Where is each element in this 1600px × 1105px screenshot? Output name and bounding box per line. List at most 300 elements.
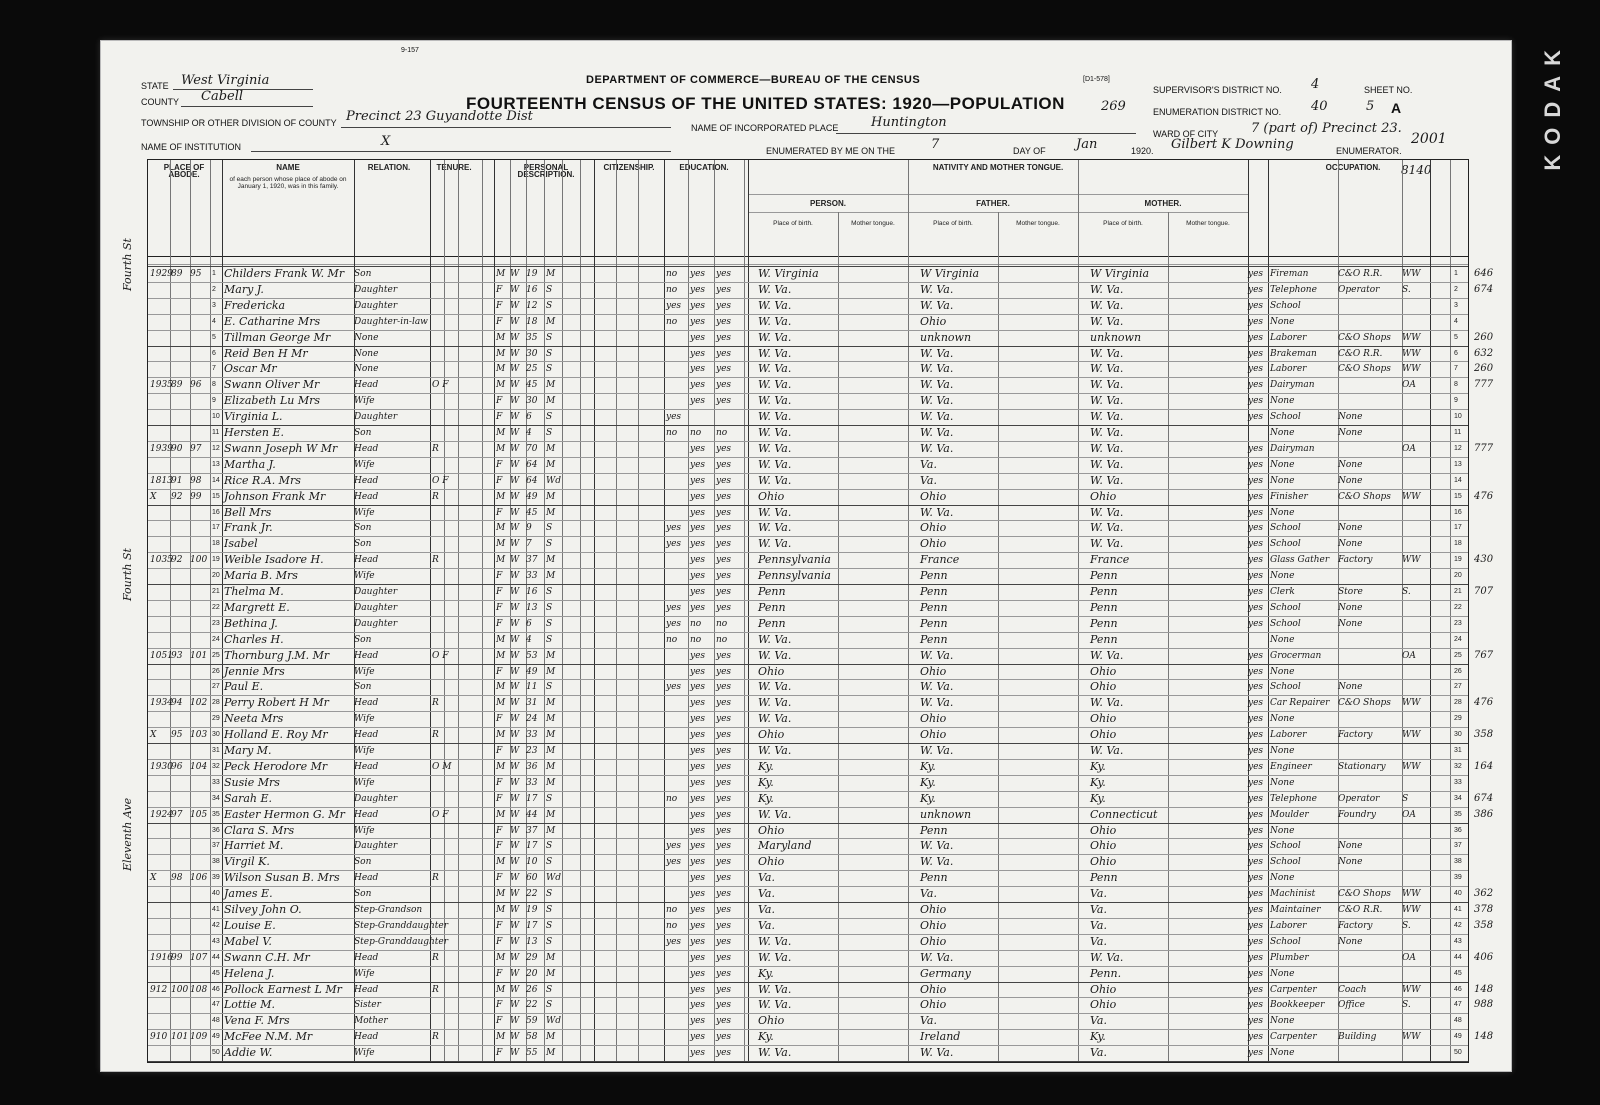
cell-ms: S — [546, 634, 553, 645]
row-number: 12 — [1454, 444, 1462, 452]
cell-age: 9 — [526, 523, 532, 534]
cell-pob: W. Va. — [758, 410, 792, 424]
cell-rel: Head — [354, 1032, 379, 1043]
cell-rd: yes — [690, 348, 706, 359]
cell-pob: W. Virginia — [758, 267, 819, 280]
cell-race: W — [510, 475, 520, 486]
cell-occ: None — [1270, 316, 1295, 327]
cell-tenure: O F — [432, 380, 449, 391]
occupation-code: 386 — [1474, 808, 1494, 820]
row-number: 40 — [1454, 890, 1462, 898]
supervisor-label: SUPERVISOR'S DISTRICT NO. — [1153, 85, 1282, 95]
cell-pob: W. Va. — [758, 282, 792, 296]
row-number: 40 — [212, 890, 220, 898]
cell-mpob: Ky. — [1090, 1030, 1106, 1044]
cell-rd: yes — [690, 841, 706, 852]
cell-age: 70 — [526, 443, 538, 454]
cell-name: Pollock Earnest L Mr — [224, 982, 342, 996]
enumeration-label: ENUMERATION DISTRICT NO. — [1153, 107, 1282, 117]
sheet-label: SHEET NO. — [1364, 85, 1413, 95]
row-number: 2 — [212, 285, 216, 293]
row-number: 46 — [1454, 985, 1462, 993]
cell-fpob: W. Va. — [920, 855, 954, 869]
occupation-code: 406 — [1474, 951, 1494, 963]
cell-dw: 912 — [150, 984, 168, 995]
census-title: FOURTEENTH CENSUS OF THE UNITED STATES: 1920—POPULATION — [466, 94, 1065, 113]
col-father-pob: Place of birth. — [933, 220, 973, 227]
cell-pob: W. Va. — [758, 696, 792, 710]
occupation-code: 674 — [1474, 283, 1494, 295]
row-number: 24 — [1454, 635, 1462, 643]
cell-fpob: Ohio — [920, 537, 947, 551]
cell-ms: M — [546, 698, 556, 709]
cell-sex: M — [496, 523, 506, 534]
cell-occ: None — [1270, 396, 1295, 407]
cell-cls: WW — [1402, 761, 1421, 772]
cell-wr: yes — [716, 380, 732, 391]
cell-fpob: Ireland — [920, 1030, 961, 1044]
row-number: 3 — [212, 301, 216, 309]
cell-wr: yes — [716, 491, 732, 502]
cell-race: W — [510, 555, 520, 566]
cell-mpob: Va. — [1090, 1046, 1107, 1060]
cell-eng: yes — [1248, 777, 1264, 788]
cell-wr: no — [716, 428, 728, 438]
occupation-code: 476 — [1474, 490, 1494, 502]
row-number: 14 — [1454, 476, 1462, 484]
cell-name: Charles H. — [224, 632, 284, 646]
cell-rd: yes — [690, 825, 706, 836]
cell-ms: M — [546, 380, 556, 391]
cell-name: Martha J. — [224, 457, 276, 471]
row-number: 32 — [1454, 762, 1462, 770]
cell-ms: S — [546, 523, 553, 534]
cell-fpob: Penn — [920, 569, 948, 583]
row-number: 38 — [1454, 858, 1462, 866]
cell-name: Margrett E. — [224, 600, 290, 614]
cell-age: 7 — [526, 539, 532, 550]
row-number: 28 — [1454, 699, 1462, 707]
cell-ms: S — [546, 841, 553, 852]
cell-pob: Pennsylvania — [758, 553, 831, 567]
cell-race: W — [510, 793, 520, 804]
cell-sch: yes — [666, 618, 682, 629]
cell-wr: yes — [716, 857, 732, 868]
cell-mpob: Va. — [1090, 934, 1107, 948]
cell-rel: Daughter — [354, 618, 398, 629]
cell-sch: no — [666, 284, 678, 295]
row-number: 42 — [212, 921, 220, 929]
cell-mpob: unknown — [1090, 330, 1142, 344]
cell-tenure: R — [432, 1032, 439, 1043]
cell-rd: yes — [690, 1048, 706, 1059]
row-number: 5 — [1454, 333, 1458, 341]
occupation-code: 476 — [1474, 697, 1494, 709]
cell-race: W — [510, 984, 520, 995]
cell-wr: yes — [716, 269, 732, 279]
cell-mpob: W. Va. — [1090, 473, 1124, 487]
cell-sex: M — [496, 348, 506, 359]
row-number: 44 — [212, 953, 220, 961]
cell-fpob: Va. — [920, 1014, 937, 1028]
cell-mpob: Ohio — [1090, 839, 1117, 853]
cell-ms: M — [546, 269, 556, 279]
cell-rel: Head — [354, 730, 379, 741]
col-nativity: NATIVITY AND MOTHER TONGUE. — [932, 163, 1064, 172]
state-label: STATE — [141, 81, 169, 91]
row-number: 10 — [212, 413, 220, 421]
cell-eng: yes — [1248, 491, 1264, 502]
row-number: 39 — [1454, 874, 1462, 882]
cell-ms: S — [546, 936, 553, 947]
cell-sex: F — [496, 714, 503, 725]
cell-fpob: France — [920, 553, 960, 567]
enumerated-day: 7 — [931, 137, 940, 152]
cell-pob: Penn — [758, 616, 786, 630]
occupation-code: 674 — [1474, 792, 1494, 804]
cell-name: Peck Herodore Mr — [224, 759, 328, 773]
row-number: 29 — [212, 715, 220, 723]
kodak-mark: KODAK — [1540, 40, 1565, 171]
cell-ind: Building — [1338, 1032, 1377, 1043]
cell-fpob: Ohio — [920, 728, 947, 742]
cell-ind: C&O Shops — [1338, 491, 1391, 502]
cell-sex: M — [496, 905, 506, 915]
cell-mpob: Va. — [1090, 887, 1107, 901]
cell-tenure: R — [432, 730, 439, 741]
cell-occ: Brakeman — [1270, 348, 1317, 359]
cell-age: 59 — [526, 1016, 538, 1027]
cell-mpob: W. Va. — [1090, 346, 1124, 360]
cell-cls: OA — [1402, 380, 1416, 391]
row-number: 36 — [212, 826, 220, 834]
cell-cls: WW — [1402, 348, 1421, 359]
cell-pob: Ohio — [758, 1014, 785, 1028]
cell-age: 64 — [526, 475, 538, 486]
cell-name: Silvey John O. — [224, 903, 302, 916]
cell-occ: School — [1270, 841, 1301, 852]
row-number: 27 — [212, 683, 220, 691]
cell-rel: Head — [354, 650, 379, 661]
cell-occ: None — [1270, 428, 1295, 438]
cell-dw: 1930 — [150, 761, 173, 772]
col-personal: PERSONAL DESCRIPTION. — [517, 163, 575, 179]
institution-label: NAME OF INSTITUTION — [141, 142, 241, 152]
cell-ms: M — [546, 555, 556, 566]
cell-name: Frank Jr. — [224, 521, 273, 535]
cell-rel: Wife — [354, 746, 375, 756]
cell-sex: M — [496, 443, 506, 454]
row-number: 31 — [212, 747, 220, 754]
cell-sex: M — [496, 634, 506, 645]
cell-sex: M — [496, 428, 506, 438]
cell-fpob: Ohio — [920, 998, 947, 1012]
cell-ms: S — [546, 412, 553, 423]
cell-fam: 92 — [171, 491, 183, 502]
cell-sex: M — [496, 539, 506, 550]
row-number: 1 — [1454, 270, 1458, 277]
supervisor-value: 4 — [1311, 77, 1320, 92]
cell-age: 24 — [526, 714, 538, 725]
col-mother-pob: Place of birth. — [1103, 220, 1143, 227]
cell-name: Swann Joseph W Mr — [224, 441, 338, 455]
cell-mpob: Penn — [1090, 569, 1118, 583]
cell-ind: Office — [1338, 1000, 1365, 1011]
col-person-tongue: Mother tongue. — [851, 220, 895, 227]
cell-mpob: France — [1090, 553, 1130, 567]
row-number: 30 — [212, 731, 220, 739]
cell-ms: M — [546, 809, 556, 820]
cell-wr: yes — [716, 571, 732, 582]
cell-cls: OA — [1402, 443, 1416, 454]
cell-rd: yes — [690, 905, 706, 915]
cell-fpob: Ohio — [920, 664, 947, 678]
cell-sch: yes — [666, 539, 682, 550]
cell-wr: yes — [716, 316, 732, 327]
cell-name: Paul E. — [224, 680, 264, 694]
row-number: 48 — [212, 1017, 220, 1025]
incorporated-value: Huntington — [871, 115, 947, 130]
cell-ms: M — [546, 650, 556, 661]
cell-occ: None — [1270, 825, 1295, 836]
cell-name: Maria B. Mrs — [224, 569, 298, 583]
cell-eng: yes — [1248, 761, 1264, 772]
cell-wr: yes — [716, 539, 732, 550]
cell-occ: School — [1270, 602, 1301, 613]
cell-fpob: W. Va. — [920, 298, 954, 312]
cell-sex: M — [496, 761, 506, 772]
cell-fpob: W. Va. — [920, 505, 954, 519]
cell-race: W — [510, 634, 520, 645]
row-number: 21 — [212, 588, 220, 595]
cell-rd: yes — [690, 316, 706, 327]
cell-occ: Engineer — [1270, 761, 1312, 772]
cell-eng: yes — [1248, 793, 1264, 804]
cell-name: Isabel — [224, 537, 258, 551]
cell-rel: Head — [354, 380, 379, 391]
cell-pob: W. Va. — [758, 632, 792, 646]
cell-fpob: W. Va. — [920, 346, 954, 360]
cell-race: W — [510, 968, 520, 979]
row-number: 9 — [1454, 397, 1458, 405]
cell-occ: School — [1270, 539, 1301, 550]
cell-mpob: Ky. — [1090, 775, 1106, 789]
cell-ms: S — [546, 602, 553, 613]
cell-age: 4 — [526, 634, 532, 645]
cell-rd: yes — [690, 682, 706, 693]
cell-name: Perry Robert H Mr — [224, 696, 329, 710]
cell-race: W — [510, 443, 520, 454]
cell-age: 58 — [526, 1032, 538, 1043]
cell-occ: Dairyman — [1270, 380, 1315, 391]
cell-fpob: Ohio — [920, 521, 947, 535]
cell-pob: W. Va. — [758, 712, 792, 726]
cell-rel: Head — [354, 761, 379, 772]
enumerator-name: Gilbert K Downing — [1171, 137, 1294, 152]
cell-cls: WW — [1402, 889, 1421, 900]
cell-wr: yes — [716, 809, 732, 820]
cell-sch: no — [666, 428, 678, 438]
cell-mpob: Va. — [1090, 903, 1107, 916]
cell-eng: yes — [1248, 396, 1264, 407]
cell-cls: WW — [1402, 269, 1421, 279]
cell-fam: 92 — [171, 555, 183, 566]
cell-rd: yes — [690, 730, 706, 741]
cell-tenure: R — [432, 952, 439, 963]
cell-sch: yes — [666, 602, 682, 613]
cell-tenure: R — [432, 555, 439, 566]
row-number: 29 — [1454, 715, 1462, 723]
cell-fpob: Va. — [920, 457, 937, 471]
cell-wr: yes — [716, 364, 732, 375]
cell-cls: WW — [1402, 730, 1421, 741]
cell-race: W — [510, 587, 520, 597]
occupation-code: 362 — [1474, 888, 1494, 900]
row-number: 9 — [212, 397, 216, 405]
cell-wr: yes — [716, 650, 732, 661]
cell-rel: Son — [354, 889, 372, 900]
row-number: 26 — [1454, 667, 1462, 675]
cell-ms: Wd — [546, 475, 562, 486]
cell-fam: 96 — [171, 761, 183, 772]
row-number: 35 — [1454, 810, 1462, 818]
cell-occ: None — [1270, 1048, 1295, 1059]
cell-mpob: W. Va. — [1090, 394, 1124, 408]
cell-wr: yes — [716, 793, 732, 804]
cell-occ: Fireman — [1270, 269, 1309, 279]
cell-occ: None — [1270, 873, 1295, 884]
cell-race: W — [510, 459, 520, 470]
cell-ind: None — [1338, 523, 1363, 534]
cell-cls: WW — [1402, 555, 1421, 566]
cell-rd: yes — [690, 300, 706, 311]
cell-age: 37 — [526, 555, 538, 566]
cell-ms: M — [546, 1032, 556, 1043]
row-number: 18 — [212, 540, 220, 548]
cell-rel: Step-Granddaughter — [354, 920, 449, 931]
cell-rd: yes — [690, 698, 706, 709]
cell-race: W — [510, 428, 520, 438]
day-of-label: DAY OF — [1013, 146, 1046, 156]
cell-mpob: W. Va. — [1090, 426, 1124, 439]
cell-wr: yes — [716, 284, 732, 295]
cell-ms: S — [546, 332, 553, 343]
cell-no: 96 — [190, 380, 202, 391]
cell-race: W — [510, 539, 520, 550]
cell-cls: OA — [1402, 952, 1416, 963]
cell-name: Holland E. Roy Mr — [224, 728, 328, 742]
row-number: 49 — [212, 1033, 220, 1041]
cell-age: 29 — [526, 952, 538, 963]
cell-ind: C&O Shops — [1338, 889, 1391, 900]
cell-ms: S — [546, 300, 553, 311]
cell-fam: 89 — [171, 380, 183, 391]
cell-rd: yes — [690, 396, 706, 407]
cell-fpob: W. Va. — [920, 441, 954, 455]
cell-mpob: Ohio — [1090, 712, 1117, 726]
cell-ind: None — [1338, 459, 1363, 470]
cell-race: W — [510, 682, 520, 693]
cell-occ: None — [1270, 459, 1295, 470]
cell-pob: W. Va. — [758, 394, 792, 408]
cell-occ: Glass Gather — [1270, 555, 1330, 566]
cell-age: 17 — [526, 920, 538, 931]
cell-eng: yes — [1248, 873, 1264, 884]
cell-sex: F — [496, 412, 503, 423]
cell-dw: X — [150, 491, 157, 502]
col-name-note: of each person whose place of abode on January 1, 1920, was in this family. — [229, 176, 347, 190]
cell-name: Louise E. — [224, 918, 276, 932]
cell-no: 100 — [190, 555, 208, 566]
row-number: 22 — [212, 603, 220, 611]
cell-wr: yes — [716, 1032, 732, 1043]
cell-race: W — [510, 1000, 520, 1011]
cell-mpob: W. Va. — [1090, 648, 1124, 662]
cell-ind: Coach — [1338, 984, 1367, 995]
cell-wr: yes — [716, 714, 732, 725]
cell-sch: no — [666, 316, 678, 327]
cell-race: W — [510, 825, 520, 836]
sheet-side: A — [1391, 100, 1402, 116]
cell-age: 23 — [526, 746, 538, 756]
cell-pob: Maryland — [758, 839, 812, 853]
cell-wr: yes — [716, 873, 732, 884]
cell-no: 101 — [190, 650, 208, 661]
cell-name: Helena J. — [224, 966, 275, 980]
row-number: 23 — [212, 619, 220, 627]
cell-dw: 1929 — [150, 269, 173, 279]
cell-name: Bell Mrs — [224, 505, 272, 519]
cell-eng: yes — [1248, 348, 1264, 359]
row-number: 16 — [1454, 508, 1462, 516]
cell-ind: None — [1338, 841, 1363, 852]
cell-fpob: unknown — [920, 807, 972, 821]
cell-ms: M — [546, 666, 556, 677]
col-place-of-abode: PLACE OF ABODE. — [163, 163, 205, 179]
cell-ms: S — [546, 857, 553, 868]
margin-note: Fourth St — [121, 548, 134, 601]
cell-age: 55 — [526, 1048, 538, 1059]
row-number: 48 — [1454, 1017, 1462, 1025]
cell-occ: None — [1270, 968, 1295, 979]
cell-sex: M — [496, 555, 506, 566]
cell-age: 13 — [526, 936, 538, 947]
cell-rd: yes — [690, 571, 706, 582]
cell-fpob: W. Va. — [920, 426, 954, 439]
cell-occ: Bookkeeper — [1270, 1000, 1325, 1011]
sheet-value: 5 — [1366, 99, 1375, 114]
cell-mpob: W. Va. — [1090, 950, 1124, 964]
cell-ms: S — [546, 348, 553, 359]
cell-ind: Store — [1338, 587, 1363, 597]
cell-fpob: Ohio — [920, 903, 947, 916]
cell-rel: Step-Granddaughter — [354, 936, 449, 947]
cell-fam: 99 — [171, 952, 183, 963]
cell-name: Swann C.H. Mr — [224, 950, 310, 964]
cell-age: 33 — [526, 571, 538, 582]
cell-fpob: Va. — [920, 473, 937, 487]
cell-fpob: Penn — [920, 871, 948, 885]
cell-eng: yes — [1248, 507, 1264, 518]
cell-name: Reid Ben H Mr — [224, 346, 308, 360]
row-number: 15 — [1454, 492, 1462, 500]
cell-wr: yes — [716, 984, 732, 995]
cell-pob: W. Va. — [758, 537, 792, 551]
cell-pob: Va. — [758, 887, 775, 901]
col-father: FATHER. — [976, 199, 1010, 208]
cell-mpob: W. Va. — [1090, 744, 1124, 757]
cell-wr: yes — [716, 332, 732, 343]
